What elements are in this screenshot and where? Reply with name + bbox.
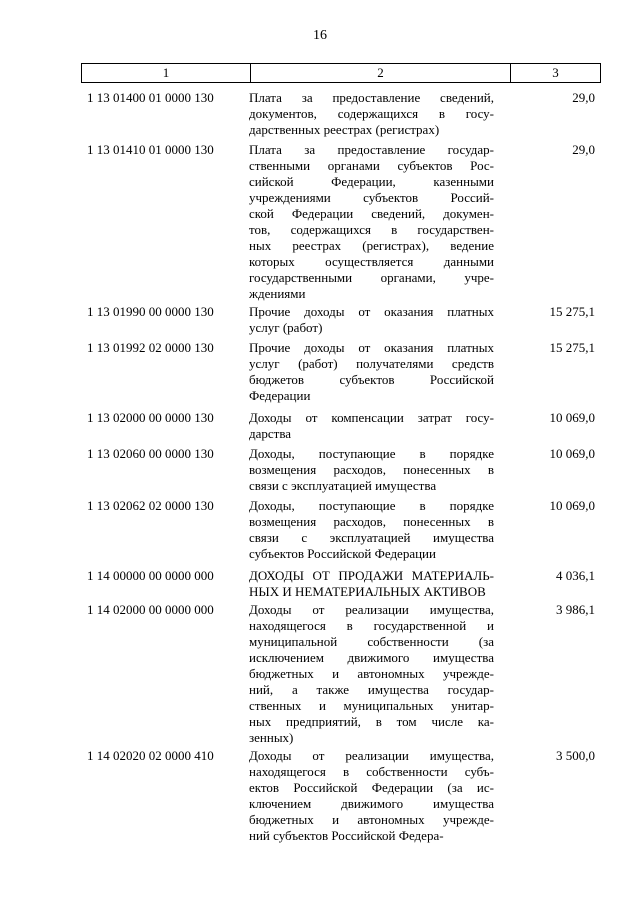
description-line: Прочие доходы от оказания платных bbox=[249, 304, 494, 319]
description-line: Плата за предоставление государ- bbox=[249, 142, 494, 157]
description-line: государственными органами, учре- bbox=[249, 270, 494, 285]
description-line: сийской Федерации, казенными bbox=[249, 174, 494, 189]
description-line: связи с эксплуатацией имущества bbox=[249, 530, 494, 545]
description-line: ектов Российской Федерации (за ис- bbox=[249, 780, 494, 795]
amount-value: 3 500,0 bbox=[556, 748, 595, 763]
description-line: Доходы от реализации имущества, bbox=[249, 602, 494, 617]
description-line: бюджетов субъектов Российской bbox=[249, 372, 494, 387]
income-description bbox=[249, 340, 494, 404]
description-line: Доходы, поступающие в порядке bbox=[249, 498, 494, 513]
description-line: учреждениями субъектов Россий- bbox=[249, 190, 494, 205]
budget-code: 1 13 02000 00 0000 130 bbox=[87, 410, 214, 425]
amount-value: 29,0 bbox=[572, 142, 595, 157]
budget-code: 1 14 00000 00 0000 000 bbox=[87, 568, 214, 583]
income-description bbox=[249, 602, 494, 746]
description-line: зенных) bbox=[249, 730, 294, 745]
amount-value: 10 069,0 bbox=[549, 446, 595, 461]
amount-value: 15 275,1 bbox=[549, 340, 595, 355]
description-line: бюджетных и автономных учрежде- bbox=[249, 812, 494, 827]
description-line: Доходы от компенсации затрат госу- bbox=[249, 410, 494, 425]
budget-code: 1 13 01400 01 0000 130 bbox=[87, 90, 214, 105]
description-line: дарства bbox=[249, 426, 292, 441]
page-number: 16 bbox=[313, 28, 327, 43]
description-line: услуг (работ) bbox=[249, 320, 323, 335]
amount-value: 10 069,0 bbox=[549, 498, 595, 513]
description-line: НЫХ И НЕМАТЕРИАЛЬНЫХ АКТИВОВ bbox=[249, 584, 486, 599]
income-description bbox=[249, 304, 494, 336]
income-description bbox=[249, 90, 494, 138]
description-line: ключением движимого имущества bbox=[249, 796, 494, 811]
income-description bbox=[249, 498, 494, 562]
description-line: находящегося в собственности субъ- bbox=[249, 764, 494, 779]
description-line: муниципальной собственности (за bbox=[249, 634, 494, 649]
amount-value: 4 036,1 bbox=[556, 568, 595, 583]
description-line: ждениями bbox=[249, 286, 306, 301]
description-line: ДОХОДЫ ОТ ПРОДАЖИ МАТЕРИАЛЬ- bbox=[249, 568, 494, 583]
column-header-1: 1 bbox=[82, 64, 251, 82]
income-description bbox=[249, 568, 494, 600]
budget-code: 1 13 02060 00 0000 130 bbox=[87, 446, 214, 461]
description-line: которых осуществляется данными bbox=[249, 254, 494, 269]
amount-value: 29,0 bbox=[572, 90, 595, 105]
description-line: документов, содержащихся в госу- bbox=[249, 106, 494, 121]
income-description bbox=[249, 142, 494, 302]
amount-value: 15 275,1 bbox=[549, 304, 595, 319]
description-line: находящегося в государственной и bbox=[249, 618, 494, 633]
description-line: дарственных реестрах (регистрах) bbox=[249, 122, 440, 137]
description-line: ний, а также имущества государ- bbox=[249, 682, 494, 697]
description-line: ской Федерации сведений, докумен- bbox=[249, 206, 494, 221]
description-line: ственными органами субъектов Рос- bbox=[249, 158, 494, 173]
amount-value: 10 069,0 bbox=[549, 410, 595, 425]
description-line: Плата за предоставление сведений, bbox=[249, 90, 494, 105]
table-header bbox=[81, 63, 601, 83]
description-line: исключением движимого имущества bbox=[249, 650, 494, 665]
description-line: ственных и муниципальных унитар- bbox=[249, 698, 494, 713]
income-description bbox=[249, 748, 494, 844]
description-line: Доходы, поступающие в порядке bbox=[249, 446, 494, 461]
description-line: ных реестрах (регистрах), ведение bbox=[249, 238, 494, 253]
income-description bbox=[249, 410, 494, 442]
budget-code: 1 14 02000 00 0000 000 bbox=[87, 602, 214, 617]
description-line: тов, содержащихся в государствен- bbox=[249, 222, 494, 237]
description-line: возмещения расходов, понесенных в bbox=[249, 514, 494, 529]
budget-code: 1 13 01992 02 0000 130 bbox=[87, 340, 214, 355]
description-line: возмещения расходов, понесенных в bbox=[249, 462, 494, 477]
description-line: Федерации bbox=[249, 388, 311, 403]
budget-code: 1 13 01990 00 0000 130 bbox=[87, 304, 214, 319]
description-line: услуг (работ) получателями средств bbox=[249, 356, 494, 371]
budget-code: 1 13 02062 02 0000 130 bbox=[87, 498, 214, 513]
budget-code: 1 13 01410 01 0000 130 bbox=[87, 142, 214, 157]
budget-code: 1 14 02020 02 0000 410 bbox=[87, 748, 214, 763]
description-line: Прочие доходы от оказания платных bbox=[249, 340, 494, 355]
income-description bbox=[249, 446, 494, 494]
description-line: ных предприятий, в том числе ка- bbox=[249, 714, 494, 729]
description-line: бюджетных и автономных учрежде- bbox=[249, 666, 494, 681]
amount-value: 3 986,1 bbox=[556, 602, 595, 617]
column-header-2: 2 bbox=[251, 64, 511, 82]
column-header-3: 3 bbox=[552, 65, 559, 80]
description-line: Доходы от реализации имущества, bbox=[249, 748, 494, 763]
description-line: субъектов Российской Федерации bbox=[249, 546, 436, 561]
description-line: связи с эксплуатацией имущества bbox=[249, 478, 437, 493]
description-line: ний субъектов Российской Федера- bbox=[249, 828, 444, 843]
